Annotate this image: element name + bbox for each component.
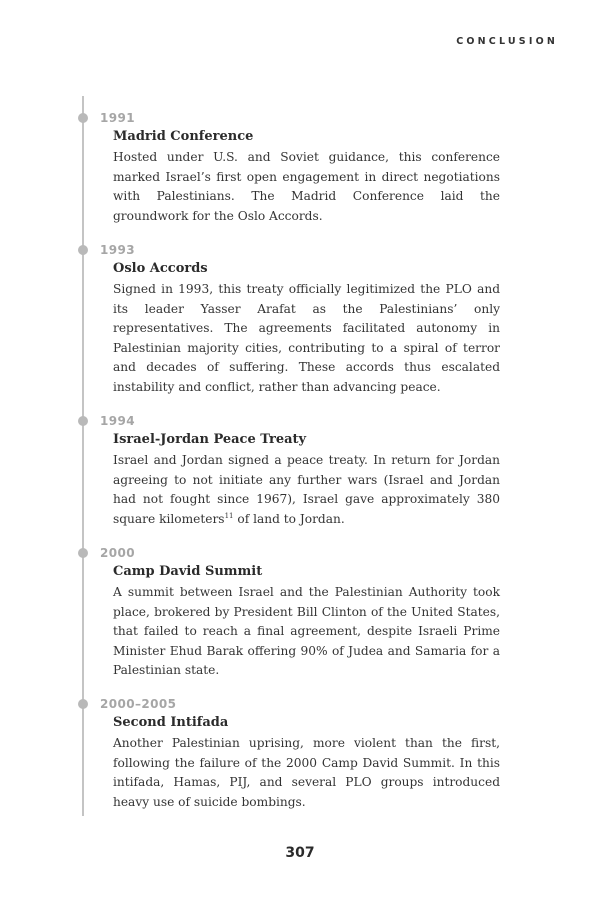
entry-title: Oslo Accords [113, 261, 208, 276]
entry-year: 2000 [100, 546, 135, 560]
running-head: CONCLUSION [456, 36, 558, 47]
entry-year: 1991 [100, 111, 135, 125]
entry-year: 2000–2005 [100, 697, 177, 711]
entry-body: Hosted under U.S. and Soviet guidance, this conference marked Israel’s first open engagement in direct negotiations with Palestinians. The Madrid Conference laid the groundwork for the Oslo Accords. [113, 150, 500, 223]
entry-body-text: of land to Jordan. [233, 511, 345, 526]
entry-year: 1993 [100, 243, 135, 257]
timeline-dot [78, 416, 88, 426]
entry-title: Second Intifada [113, 715, 229, 730]
entry-body: Another Palestinian uprising, more violent than the first, following the failure of the 2000 Camp David Summit. In this intifada, Hamas, PIJ, and several PLO groups introduced heavy use of suicide bombings. [113, 736, 500, 809]
entry-title: Israel-Jordan Peace Treaty [113, 432, 307, 447]
timeline-dot [78, 548, 88, 558]
entry-title: Madrid Conference [113, 129, 254, 144]
timeline-dot [78, 699, 88, 709]
page-number: 307 [285, 845, 315, 861]
timeline-dot [78, 113, 88, 123]
footnote-ref: 11 [224, 511, 234, 520]
timeline-dot [78, 245, 88, 255]
entry-title: Camp David Summit [113, 564, 263, 579]
entry-body [113, 451, 500, 529]
entry-body: Signed in 1993, this treaty officially legitimized the PLO and its leader Yasser Arafat as the Palestinians’ only representatives. The agreements facilitated autonomy in Palestinian majority cities, contributing to a spiral of terror and decades of suffering. These accords thus escalated instability and conflict, rather than advancing peace. [113, 282, 500, 394]
entry-body-text: Israel and Jordan signed a peace treaty. In return for Jordan agreeing to not initiate any further wars (Israel and Jordan had not fought since 1967), Israel gave approximately 380 square kilometers [113, 453, 500, 526]
entry-year: 1994 [100, 414, 135, 428]
entry-body: A summit between Israel and the Palestinian Authority took place, brokered by President Bill Clinton of the United States, that failed to reach a final agreement, despite Israeli Prime Minister Ehud Barak offering 90% of Judea and Samaria for a Palestinian state. [113, 585, 500, 677]
